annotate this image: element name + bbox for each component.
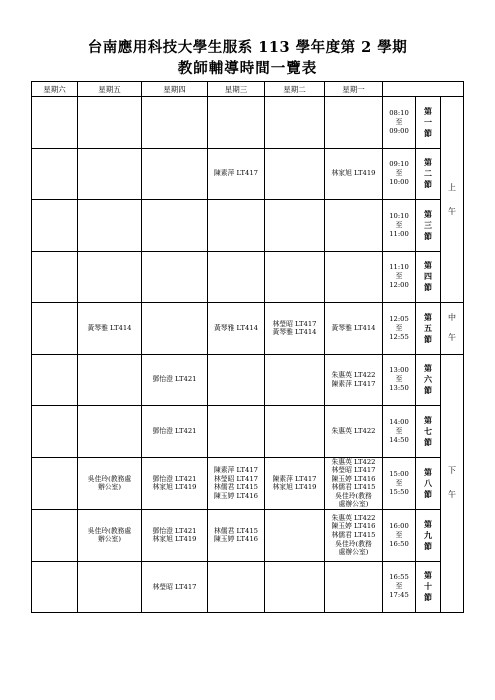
page-title: 台南應用科技大學生服系 113 學年度第 2 學期 <box>87 39 408 56</box>
cell-saturday <box>32 354 78 406</box>
period-label <box>416 406 441 458</box>
cell-saturday <box>32 457 78 510</box>
cell-friday: 吳佳玲(教務處 辦公室) <box>78 457 142 510</box>
cell-thursday <box>142 303 208 355</box>
table-row <box>32 457 464 510</box>
period-label <box>416 251 441 303</box>
cell-tuesday <box>265 561 325 613</box>
period-label-text: 第九節 <box>424 518 432 551</box>
table-row <box>32 200 464 252</box>
cell-wednesday: 林儒君 LT415 陳玉婷 LT416 <box>208 510 265 562</box>
segment-afternoon <box>441 354 464 613</box>
period-time: 16:55 至 17:45 <box>383 561 416 613</box>
segment-label: 下午 <box>448 466 456 500</box>
period-label-text: 第七節 <box>424 414 432 447</box>
cell-monday <box>325 561 383 613</box>
cell-monday: 朱惠英 LT422 <box>325 406 383 458</box>
period-label-text: 第六節 <box>424 363 432 396</box>
cell-saturday <box>32 561 78 613</box>
cell-thursday: 林瑩昭 LT417 <box>142 561 208 613</box>
cell-thursday <box>142 148 208 200</box>
cell-friday <box>78 148 142 200</box>
segment-morning <box>441 97 464 303</box>
cell-tuesday <box>265 148 325 200</box>
period-label <box>416 354 441 406</box>
cell-tuesday <box>265 354 325 406</box>
cell-monday: 林家旭 LT419 <box>325 148 383 200</box>
segment-label: 上午 <box>448 182 456 216</box>
cell-tuesday <box>265 406 325 458</box>
period-label-text: 第三節 <box>424 208 432 241</box>
cell-wednesday <box>208 354 265 406</box>
table-row <box>32 251 464 303</box>
period-time: 08:10 至 09:00 <box>383 97 416 149</box>
period-time: 12:05 至 12:55 <box>383 303 416 355</box>
period-time: 14:00 至 14:50 <box>383 406 416 458</box>
table-row <box>32 148 464 200</box>
cell-tuesday <box>265 200 325 252</box>
period-label <box>416 200 441 252</box>
cell-saturday <box>32 510 78 562</box>
cell-thursday <box>142 200 208 252</box>
cell-wednesday: 陳素萍 LT417 <box>208 148 265 200</box>
cell-friday <box>78 406 142 458</box>
cell-thursday <box>142 97 208 149</box>
period-label <box>416 510 441 562</box>
header-thursday: 星期四 <box>142 82 208 97</box>
cell-friday <box>78 97 142 149</box>
period-label <box>416 561 441 613</box>
cell-wednesday: 黃琴雅 LT414 <box>208 303 265 355</box>
cell-friday <box>78 561 142 613</box>
cell-monday: 朱惠英 LT422 陳素萍 LT417 <box>325 354 383 406</box>
cell-wednesday <box>208 251 265 303</box>
cell-friday: 黃琴雅 LT414 <box>78 303 142 355</box>
table-row <box>32 561 464 613</box>
period-label-text: 第二節 <box>424 157 432 190</box>
header-blank <box>383 82 464 97</box>
cell-thursday: 鄧怡澄 LT421 林家旭 LT419 <box>142 457 208 510</box>
table-row <box>32 97 464 149</box>
header-saturday: 星期六 <box>32 82 78 97</box>
period-label <box>416 97 441 149</box>
period-label-text: 第四節 <box>424 260 432 293</box>
segment-label: 中午 <box>448 313 456 343</box>
cell-wednesday: 陳素萍 LT417 林瑩昭 LT417 林儒君 LT415 陳玉婷 LT416 <box>208 457 265 510</box>
period-time: 16:00 至 16:50 <box>383 510 416 562</box>
cell-monday: 黃琴雅 LT414 <box>325 303 383 355</box>
cell-saturday <box>32 148 78 200</box>
cell-saturday <box>32 251 78 303</box>
period-label <box>416 148 441 200</box>
header-monday: 星期一 <box>325 82 383 97</box>
cell-monday: 朱惠英 LT422 林瑩昭 LT417 陳玉婷 LT416 林儒君 LT415 吳佳玲(教務 處辦公室) <box>325 457 383 510</box>
cell-wednesday <box>208 97 265 149</box>
period-time: 13:00 至 13:50 <box>383 354 416 406</box>
cell-friday: 吳佳玲(教務處 辦公室) <box>78 510 142 562</box>
cell-monday <box>325 200 383 252</box>
period-time: 09:10 至 10:00 <box>383 148 416 200</box>
header-tuesday: 星期二 <box>265 82 325 97</box>
cell-wednesday <box>208 561 265 613</box>
cell-tuesday: 林瑩昭 LT417 黃琴雅 LT414 <box>265 303 325 355</box>
period-label <box>416 457 441 510</box>
cell-thursday <box>142 251 208 303</box>
cell-saturday <box>32 200 78 252</box>
cell-saturday <box>32 303 78 355</box>
cell-thursday: 鄧怡澄 LT421 <box>142 406 208 458</box>
cell-tuesday: 陳素萍 LT417 林家旭 LT419 <box>265 457 325 510</box>
period-label-text: 第八節 <box>424 466 432 499</box>
page-subtitle: 教師輔導時間一覽表 <box>177 60 318 77</box>
cell-wednesday <box>208 406 265 458</box>
cell-tuesday <box>265 510 325 562</box>
cell-saturday <box>32 406 78 458</box>
period-time: 11:10 至 12:00 <box>383 251 416 303</box>
period-label-text: 第一節 <box>424 105 432 138</box>
table-row <box>32 510 464 562</box>
table-row <box>32 303 464 355</box>
segment-noon <box>441 303 464 355</box>
period-label <box>416 303 441 355</box>
cell-friday <box>78 200 142 252</box>
cell-tuesday <box>265 97 325 149</box>
cell-thursday: 鄧怡澄 LT421 <box>142 354 208 406</box>
header-friday: 星期五 <box>78 82 142 97</box>
period-label-text: 第十節 <box>424 570 432 603</box>
cell-saturday <box>32 97 78 149</box>
period-time: 10:10 至 11:00 <box>383 200 416 252</box>
cell-thursday: 鄧怡澄 LT421 林家旭 LT419 <box>142 510 208 562</box>
cell-friday <box>78 354 142 406</box>
header-wednesday: 星期三 <box>208 82 265 97</box>
table-row <box>32 354 464 406</box>
cell-monday: 朱惠英 LT422 陳玉婷 LT416 林儒君 LT415 吳佳玲(教務 處辦公室) <box>325 510 383 562</box>
cell-monday <box>325 97 383 149</box>
cell-wednesday <box>208 200 265 252</box>
period-time: 15:00 至 15:50 <box>383 457 416 510</box>
timetable <box>31 81 464 613</box>
period-label-text: 第五節 <box>424 311 432 344</box>
cell-tuesday <box>265 251 325 303</box>
cell-friday <box>78 251 142 303</box>
table-row <box>32 406 464 458</box>
cell-monday <box>325 251 383 303</box>
